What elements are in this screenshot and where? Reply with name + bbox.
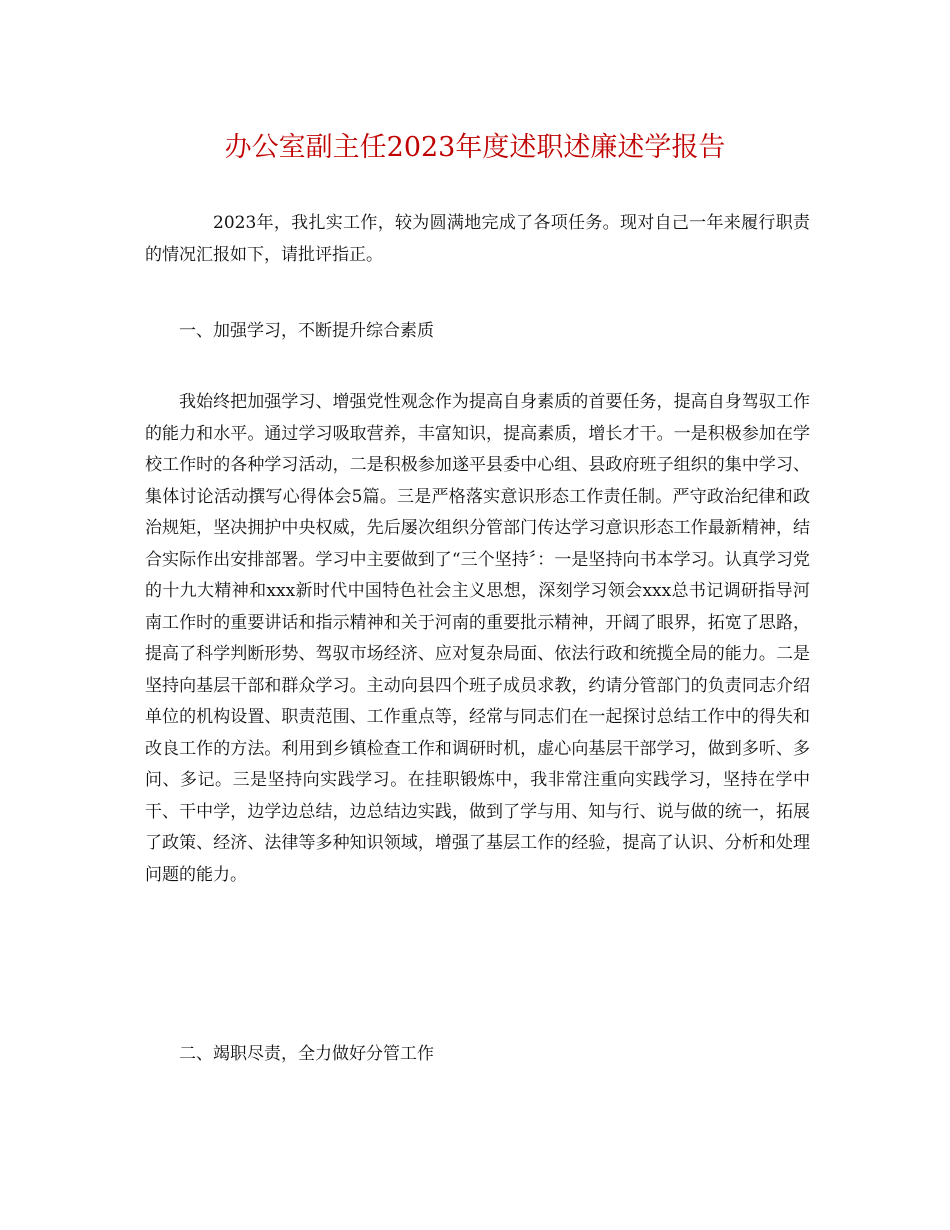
- document-title: 办公室副主任2023年度述职述廉述学报告: [224, 132, 726, 163]
- section-body-1: 我始终把加强学习、增强党性观念作为提高自身素质的首要任务，提高自身驾驭工作的能力和水平。通过学习吸取营养，丰富知识，提高素质，增长才干。一是积极参加在学校工作时的各种学习活动，二是积极参加遂平县委中心组、县政府班子组织的集中学习、集体讨论活动撰写心得体会5篇。三是严格落实意识形态工作责任制。严守政治纪律和政治规矩，坚决拥护中央权威，先后屡次组织分管部门传达学习意识形态工作最新精神，结合实际作出安排部署。学习中主要做到了“三个坚持〞：一是坚持向书本学习。认真学习党的十九大精神和xxx新时代中国特色社会主义思想，深刻学习领会xxx总书记调研指导河南工作时的重要讲话和指示精神和关于河南的重要批示精神，开阔了眼界，拓宽了思路，提高了科学判断形势、驾驭市场经济、应对复杂局面、依法行政和统揽全局的能力。二是坚持向基层干部和群众学习。主动向县四个班子成员求教，约请分管部门的负责同志介绍单位的机构设置、职责范围、工作重点等，经常与同志们在一起探讨总结工作中的得失和改良工作的方法。利用到乡镇检查工作和调研时机，虚心向基层干部学习，做到多听、多问、多记。三是坚持向实践学习。在挂职锻炼中，我非常注重向实践学习，坚持在学中干、干中学，边学边总结，边总结边实践，做到了学与用、知与行、说与做的统一，拓展了政策、经济、法律等多种知识领域，增强了基层工作的经验，提高了认识、分析和处理问题的能力。: [145, 392, 810, 885]
- section-heading-1: 一、加强学习，不断提升综合素质: [179, 321, 434, 341]
- intro-paragraph: 2023年，我扎实工作，较为圆满地完成了各项任务。现对自己一年来履行职责的情况汇报如下，请批评指正。: [145, 213, 810, 265]
- section-heading-2: 二、竭职尽责，全力做好分管工作: [179, 1044, 434, 1064]
